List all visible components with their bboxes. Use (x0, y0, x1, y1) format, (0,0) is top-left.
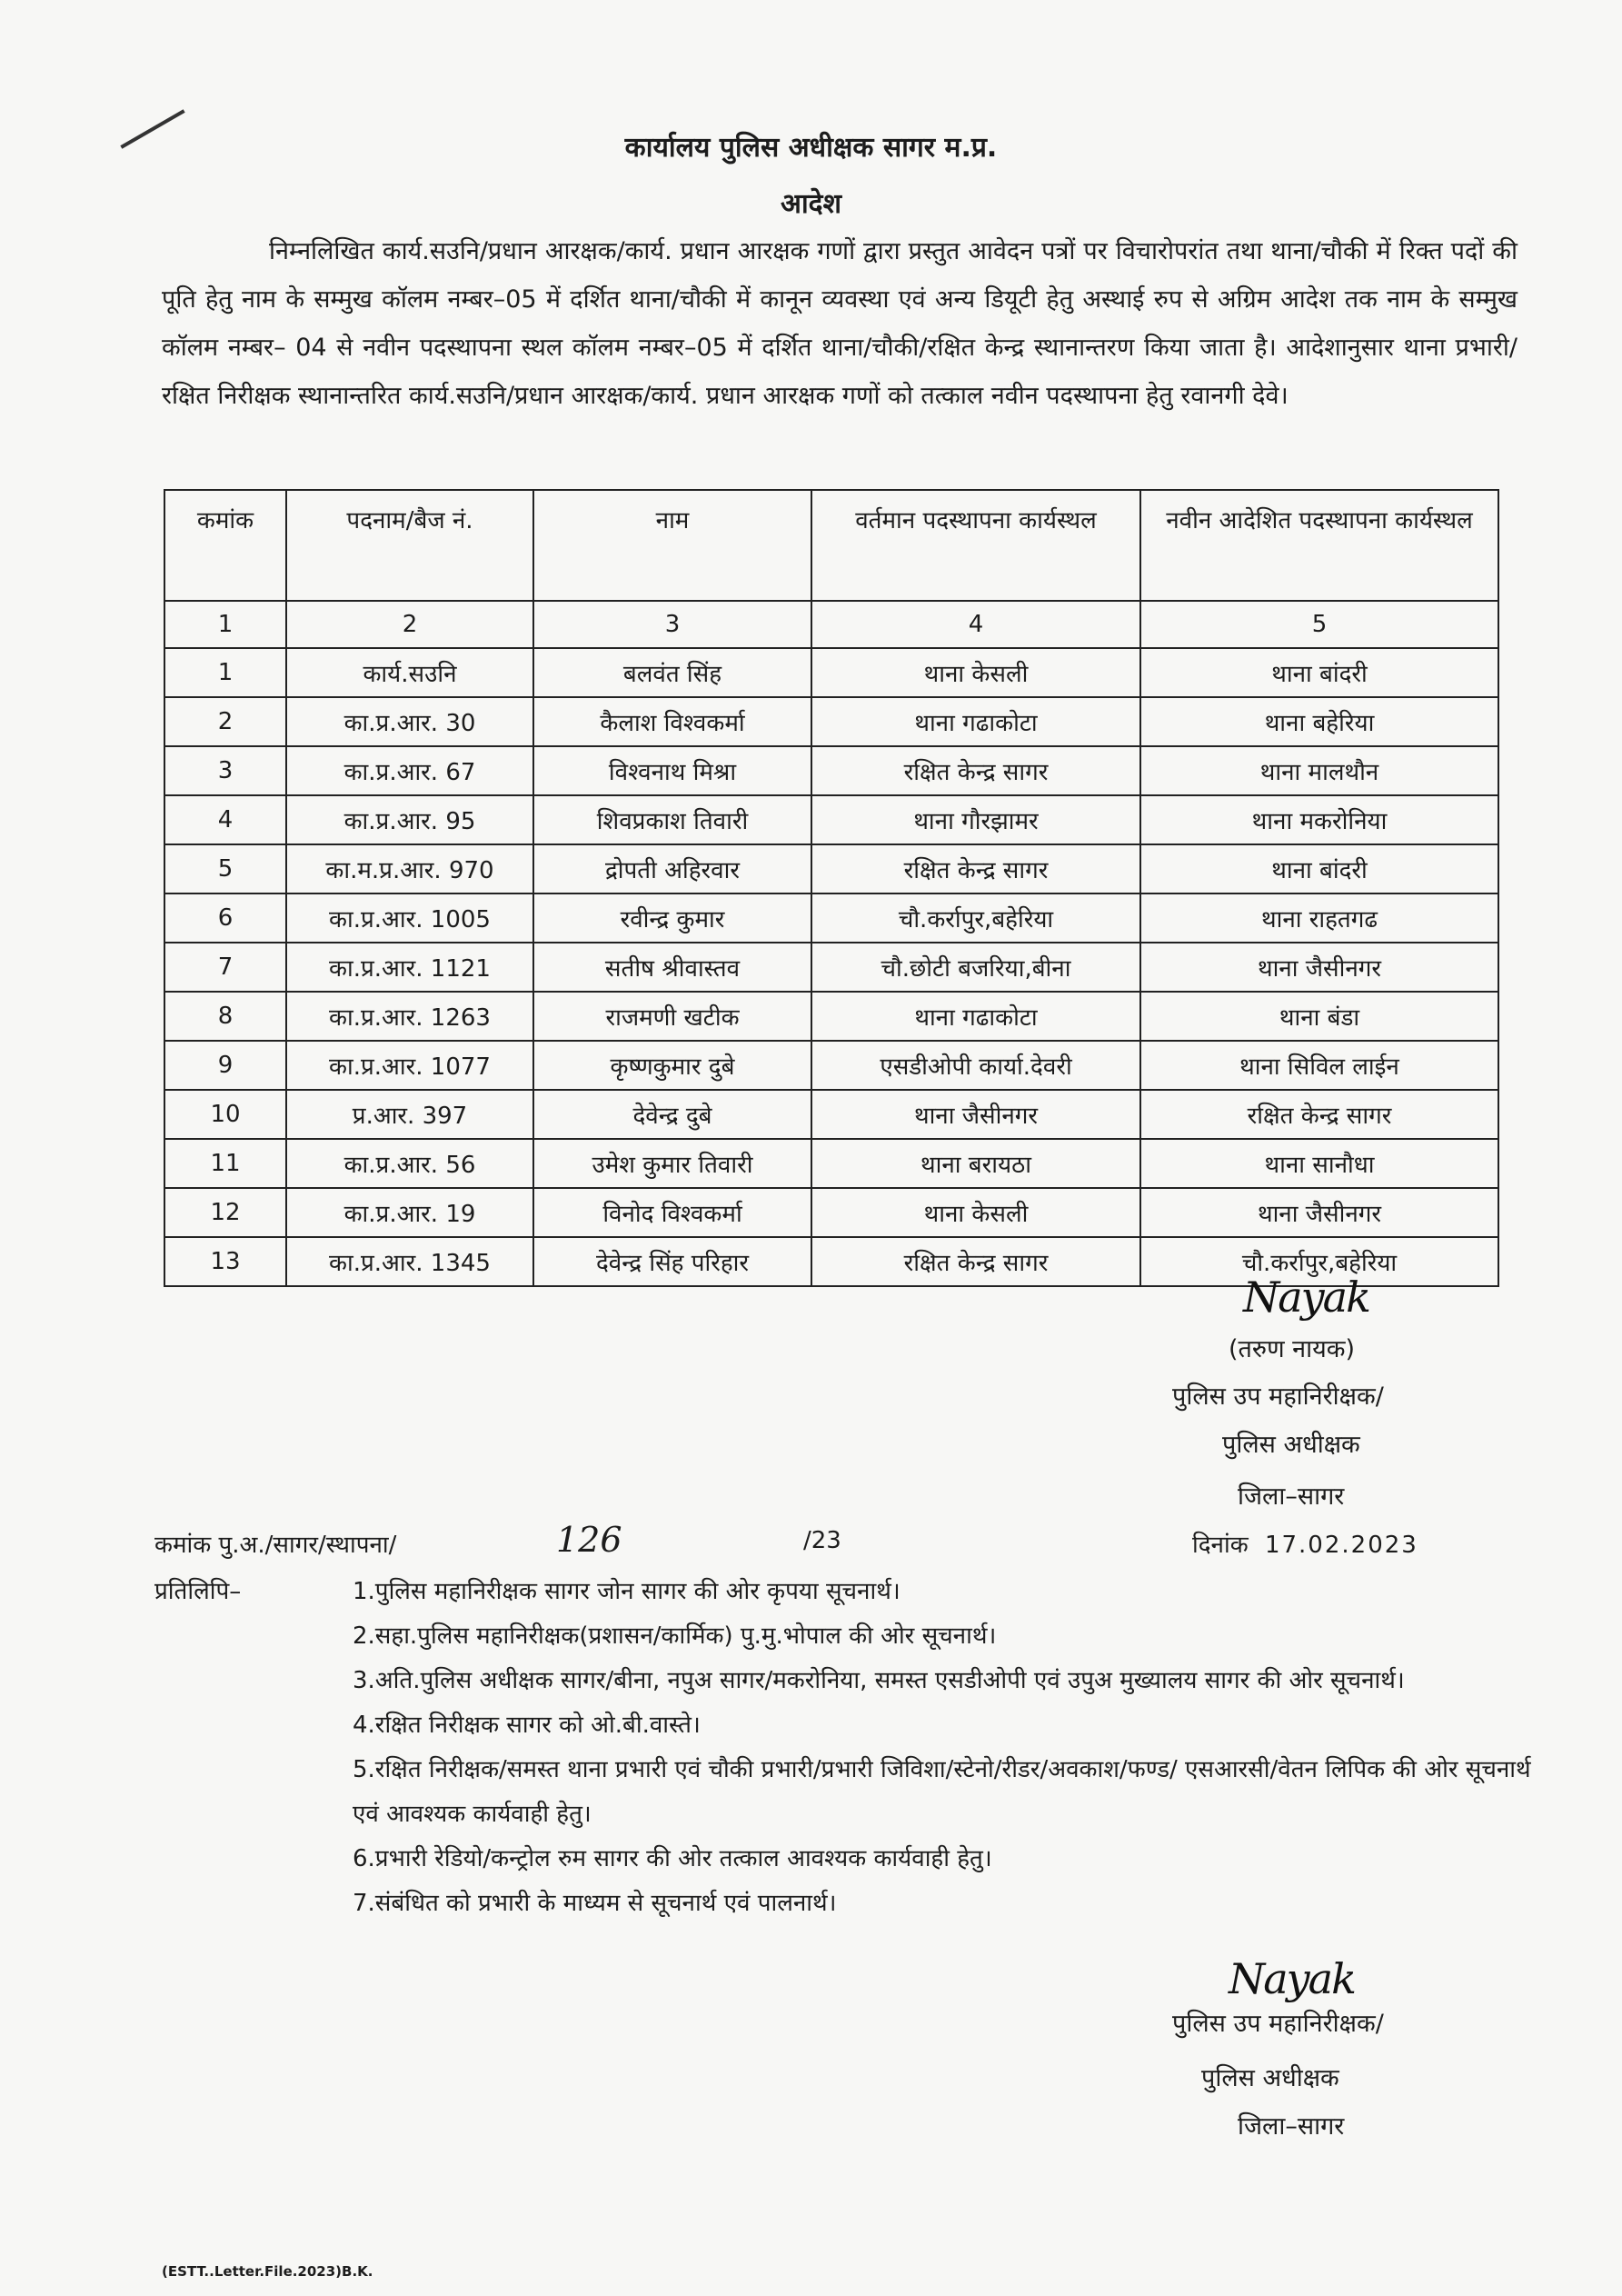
cell-serial: 11 (164, 1139, 286, 1188)
signatory-2-designation-1: पुलिस उप महानिरीक्षक/ (1172, 2010, 1384, 2038)
cell-new-posting: चौ.कर्रापुर,बहेरिया (1140, 1237, 1498, 1286)
column-number: 3 (533, 601, 811, 648)
cell-current-posting: चौ.कर्रापुर,बहेरिया (811, 893, 1140, 943)
cell-new-posting: थाना बंडा (1140, 992, 1498, 1041)
cell-current-posting: एसडीओपी कार्या.देवरी (811, 1041, 1140, 1090)
cell-name: सतीष श्रीवास्तव (533, 943, 811, 992)
header-serial: कमांक (164, 490, 286, 601)
column-number: 5 (1140, 601, 1498, 648)
cell-name: उमेश कुमार तिवारी (533, 1139, 811, 1188)
cell-designation: का.प्र.आर. 1005 (286, 893, 533, 943)
date-value: 17.02.2023 (1264, 1532, 1418, 1559)
date-label: दिनांक (1192, 1532, 1249, 1559)
header-new-posting: नवीन आदेशित पदस्थापना कार्यस्थल (1140, 490, 1498, 601)
list-item: 1.पुलिस महानिरीक्षक सागर जोन सागर की ओर कृपया सूचनार्थ। (353, 1578, 901, 1605)
reference-year: /23 (803, 1527, 841, 1554)
cell-designation: का.प्र.आर. 30 (286, 697, 533, 746)
cell-serial: 7 (164, 943, 286, 992)
signatory-designation-2: पुलिस अधीक्षक (1222, 1431, 1360, 1459)
office-title: कार्यालय पुलिस अधीक्षक सागर म.प्र. (624, 132, 998, 164)
cell-serial: 6 (164, 893, 286, 943)
cell-current-posting: रक्षित केन्द्र सागर (811, 746, 1140, 795)
signatory-designation-1: पुलिस उप महानिरीक्षक/ (1172, 1383, 1384, 1411)
transfer-table (164, 489, 1499, 1287)
column-number: 2 (286, 601, 533, 648)
table-body (164, 601, 1498, 1286)
cell-current-posting: थाना गढाकोटा (811, 697, 1140, 746)
list-item: 2.सहा.पुलिस महानिरीक्षक(प्रशासन/कार्मिक) पु.मु.भोपाल की ओर सूचनार्थ। (353, 1622, 997, 1650)
cell-current-posting: चौ.छोटी बजरिया,बीना (811, 943, 1140, 992)
column-number: 4 (811, 601, 1140, 648)
cell-current-posting: रक्षित केन्द्र सागर (811, 844, 1140, 893)
list-item: 7.संबंधित को प्रभारी के माध्यम से सूचनार्थ एवं पालनार्थ। (353, 1890, 837, 1917)
order-title: आदेश (781, 188, 841, 220)
cell-new-posting: थाना जैसीनगर (1140, 943, 1498, 992)
header-current-posting: वर्तमान पदस्थापना कार्यस्थल (811, 490, 1140, 601)
cell-designation: का.प्र.आर. 1345 (286, 1237, 533, 1286)
cell-serial: 12 (164, 1188, 286, 1237)
list-item: 5.रक्षित निरीक्षक/समस्त थाना प्रभारी एवं चौकी प्रभारी/प्रभारी जिविशा/स्टेनो/रीडर/अवकाश/फण्ड/ एसआरसी/वेतन लिपिक की ओर सूचनार्थ एवं आवश्यक कार्यवाही हेतु। (353, 1756, 1531, 1828)
table-row (164, 795, 1498, 844)
signatory-name: (तरुण नायक) (1229, 1335, 1356, 1363)
column-number: 1 (164, 601, 286, 648)
cell-new-posting: रक्षित केन्द्र सागर (1140, 1090, 1498, 1139)
cell-designation: का.प्र.आर. 1121 (286, 943, 533, 992)
cell-current-posting: थाना बरायठा (811, 1139, 1140, 1188)
cell-new-posting: थाना बांदरी (1140, 844, 1498, 893)
table-header-row (164, 490, 1498, 601)
cell-designation: प्र.आर. 397 (286, 1090, 533, 1139)
cell-name: शिवप्रकाश तिवारी (533, 795, 811, 844)
cell-designation: का.प्र.आर. 1077 (286, 1041, 533, 1090)
list-item: 4.रक्षित निरीक्षक सागर को ओ.बी.वास्ते। (353, 1712, 701, 1739)
cell-serial: 13 (164, 1237, 286, 1286)
cell-serial: 4 (164, 795, 286, 844)
cell-name: कैलाश विश्वकर्मा (533, 697, 811, 746)
cell-designation: का.प्र.आर. 1263 (286, 992, 533, 1041)
cell-name: विश्वनाथ मिश्रा (533, 746, 811, 795)
cell-serial: 5 (164, 844, 286, 893)
table-row (164, 648, 1498, 697)
column-number-row (164, 601, 1498, 648)
cell-name: कृष्णकुमार दुबे (533, 1041, 811, 1090)
cell-current-posting: रक्षित केन्द्र सागर (811, 1237, 1140, 1286)
cell-designation: का.प्र.आर. 19 (286, 1188, 533, 1237)
cell-new-posting: थाना सिविल लाईन (1140, 1041, 1498, 1090)
cell-name: रवीन्द्र कुमार (533, 893, 811, 943)
cell-new-posting: थाना राहतगढ (1140, 893, 1498, 943)
cell-name: विनोद विश्वकर्मा (533, 1188, 811, 1237)
cell-name: द्रोपती अहिरवार (533, 844, 811, 893)
table-row (164, 1139, 1498, 1188)
cell-serial: 10 (164, 1090, 286, 1139)
cell-serial: 9 (164, 1041, 286, 1090)
cell-new-posting: थाना सानौधा (1140, 1139, 1498, 1188)
cell-name: देवेन्द्र दुबे (533, 1090, 811, 1139)
table-row (164, 1188, 1498, 1237)
table-row (164, 893, 1498, 943)
cell-new-posting: थाना मालथौन (1140, 746, 1498, 795)
cell-serial: 3 (164, 746, 286, 795)
list-item: 6.प्रभारी रेडियो/कन्ट्रोल रुम सागर की ओर तत्काल आवश्यक कार्यवाही हेतु। (353, 1845, 992, 1872)
cell-designation: का.म.प्र.आर. 970 (286, 844, 533, 893)
cell-name: राजमणी खटीक (533, 992, 811, 1041)
table-row (164, 844, 1498, 893)
cell-designation: का.प्र.आर. 67 (286, 746, 533, 795)
reference-date (1192, 1527, 1418, 1560)
cell-designation: का.प्र.आर. 95 (286, 795, 533, 844)
signature-1: Nayak (1243, 1273, 1369, 1322)
cell-new-posting: थाना जैसीनगर (1140, 1188, 1498, 1237)
cell-new-posting: थाना बांदरी (1140, 648, 1498, 697)
reference-line (154, 1527, 396, 1560)
cell-current-posting: थाना केसली (811, 648, 1140, 697)
copy-to-label: प्रतिलिपि– (154, 1578, 242, 1605)
cell-name: बलवंत सिंह (533, 648, 811, 697)
header-name: नाम (533, 490, 811, 601)
cell-serial: 8 (164, 992, 286, 1041)
signatory-district: जिला–सागर (1238, 1482, 1345, 1511)
cell-current-posting: थाना केसली (811, 1188, 1140, 1237)
cell-current-posting: थाना गौरझामर (811, 795, 1140, 844)
signature-2: Nayak (1229, 1954, 1355, 2003)
table-row (164, 992, 1498, 1041)
signatory-2-designation-2: पुलिस अधीक्षक (1201, 2064, 1339, 2092)
table-row (164, 1041, 1498, 1090)
footer-file-code: (ESTT..Letter.File.2023)B.K. (162, 2263, 373, 2280)
cell-serial: 1 (164, 648, 286, 697)
cell-current-posting: थाना गढाकोटा (811, 992, 1140, 1041)
table-row (164, 1090, 1498, 1139)
cell-new-posting: थाना बहेरिया (1140, 697, 1498, 746)
reference-number: 126 (556, 1520, 622, 1560)
table-row (164, 943, 1498, 992)
table-row (164, 697, 1498, 746)
table-row (164, 746, 1498, 795)
intro-paragraph: निम्नलिखित कार्य.सउनि/प्रधान आरक्षक/कार्य. प्रधान आरक्षक गणों द्वारा प्रस्तुत आवेदन पत्रों पर विचारोपरांत तथा थाना/चौकी में रिक्त पदों की पूति हेतु नाम के सम्मुख कॉलम नम्बर–05 में दर्शित थाना/चौकी में कानून व्यवस्था एवं अन्य डियूटी हेतु अस्थाई रुप से अग्रिम आदेश तक नाम के सम्मुख कॉलम नम्बर– 04 से नवीन पदस्थापना स्थल कॉलम नम्बर–05 में दर्शित थाना/चौकी/रक्षित केन्द्र स्थानान्तरण किया जाता है। आदेशानुसार थाना प्रभारी/रक्षित निरीक्षक स्थानान्तरित कार्य.सउनि/प्रधान आरक्षक/कार्य. प्रधान आरक्षक गणों को तत्काल नवीन पदस्थापना हेतु रवानगी देवे। (162, 237, 1518, 410)
cell-new-posting: थाना मकरोनिया (1140, 795, 1498, 844)
signatory-2-district: जिला–सागर (1238, 2112, 1345, 2141)
cell-name: देवेन्द्र सिंह परिहार (533, 1237, 811, 1286)
copy-to-list (353, 1570, 1561, 1926)
reference-prefix: कमांक पु.अ./सागर/स्थापना/ (154, 1532, 397, 1559)
cell-designation: का.प्र.आर. 56 (286, 1139, 533, 1188)
header-designation: पदनाम/बैज नं. (286, 490, 533, 601)
cell-current-posting: थाना जैसीनगर (811, 1090, 1140, 1139)
cell-designation: कार्य.सउनि (286, 648, 533, 697)
cell-serial: 2 (164, 697, 286, 746)
list-item: 3.अति.पुलिस अधीक्षक सागर/बीना, नपुअ सागर/मकरोनिया, समस्त एसडीओपी एवं उपुअ मुख्यालय सागर की ओर सूचनार्थ। (353, 1667, 1405, 1694)
